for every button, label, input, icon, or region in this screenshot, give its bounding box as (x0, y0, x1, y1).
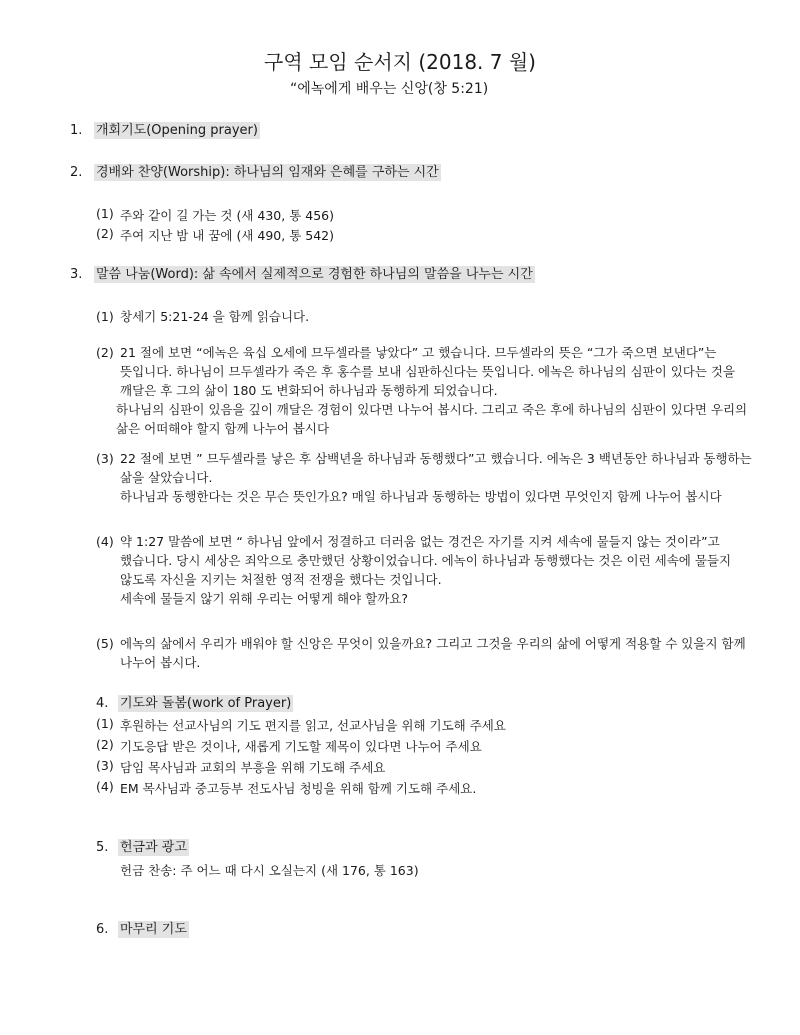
question-5 (96, 634, 775, 672)
section-3-label: 말씀 나눔(Word): 삶 속에서 실제적으로 경험한 하나님의 말씀을 나누는 시간 (96, 267, 533, 282)
section-1-number: 1. (70, 123, 83, 138)
prayer-item-2-marker: (2) (96, 737, 114, 752)
question-3-line: 삶을 살았습니다. (120, 470, 213, 485)
section-1-label: 개회기도(Opening prayer) (96, 123, 258, 138)
prayer-item-3: 담임 목사님과 교회의 부흥을 위해 기도해 주세요 (120, 760, 386, 775)
prayer-item-4: EM 목사님과 중고등부 전도사님 청빙을 위해 함께 기도해 주세요. (120, 781, 477, 796)
question-1-marker: (1) (96, 309, 114, 324)
question-5-marker: (5) (96, 636, 114, 651)
prayer-item-2: 기도응답 받은 것이나, 새롭게 기도할 제목이 있다면 나누어 주세요 (120, 739, 482, 754)
question-4-line: 약 1:27 말씀에 보면 “ 하나님 앞에서 정결하고 더러움 없는 경건은 자기를 지켜 세속에 물들지 않는 것이라”고 (120, 534, 720, 549)
section-4-number: 4. (96, 696, 109, 711)
section-6-label: 마무리 기도 (120, 922, 187, 937)
question-2 (96, 343, 775, 438)
section-1-heading (94, 122, 260, 140)
page-subtitle: “에녹에게 배우는 신앙(창 5:21) (290, 81, 489, 97)
question-2-line: 깨달은 후 그의 삶이 180 도 변화되어 하나님과 동행하게 되었습니다. (120, 383, 498, 398)
section-2-label: 경배와 찬양(Worship): 하나님의 임재와 은혜를 구하는 시간 (96, 165, 439, 180)
question-2-line: 뜻입니다. 하나님이 므두셀라가 죽은 후 홍수를 보내 심판하신다는 뜻입니다. 에녹은 하나님의 심판이 있다는 것을 (120, 364, 736, 379)
section-6-number: 6. (96, 922, 109, 937)
question-2-marker: (2) (96, 345, 114, 360)
section-2-number: 2. (70, 165, 83, 180)
prayer-item-4-marker: (4) (96, 779, 114, 794)
section-2-item-1: 주와 같이 길 가는 것 (새 430, 통 456) (120, 208, 334, 223)
page-title: 구역 모임 순서지 (2018. 7 월) (264, 50, 536, 74)
question-5-line: 나누어 봅시다. (120, 655, 201, 670)
section-4-label: 기도와 돌봄(work of Prayer) (120, 696, 292, 711)
section-2-heading (94, 164, 441, 182)
section-3-number: 3. (70, 267, 83, 282)
question-3-marker: (3) (96, 451, 114, 466)
prayer-item-1-marker: (1) (96, 716, 114, 731)
section-4-heading (118, 695, 293, 713)
section-2-item-2: 주여 지난 밤 내 꿈에 (새 490, 통 542) (120, 228, 334, 243)
prayer-item-3-marker: (3) (96, 758, 114, 773)
section-2-item-2-marker: (2) (96, 226, 114, 241)
question-4-line: 했습니다. 당시 세상은 죄악으로 충만했던 상황이었습니다. 에녹이 하나님과 동행했다는 것은 이런 세속에 물들지 (120, 553, 732, 568)
question-4 (96, 532, 775, 608)
prayer-item-1: 후원하는 선교사님의 기도 편지를 읽고, 선교사님을 위해 기도해 주세요 (120, 718, 506, 733)
section-3-heading (94, 266, 535, 284)
offering-hymn: 헌금 찬송: 주 어느 때 다시 오실는지 (새 176, 통 163) (120, 863, 419, 878)
question-3 (96, 449, 775, 506)
question-3-line: 22 절에 보면 ” 므두셀라를 낳은 후 삼백년을 하나님과 동행했다”고 했습니다. 에녹은 3 백년동안 하나님과 동행하는 (120, 451, 752, 466)
question-2-line: 삶은 어떠해야 할지 함께 나누어 봅시다 (116, 421, 330, 436)
question-1-line: 창세기 5:21-24 을 함께 읽습니다. (120, 309, 310, 324)
question-3-line: 하나님과 동행한다는 것은 무슨 뜻인가요? 매일 하나님과 동행하는 방법이 있다면 무엇인지 함께 나누어 봅시다 (120, 489, 722, 504)
question-4-line: 세속에 물들지 않기 위해 우리는 어떻게 해야 할까요? (120, 591, 409, 606)
question-4-line: 않도록 자신을 지키는 처절한 영적 전쟁을 했다는 것입니다. (120, 572, 442, 587)
section-5-label: 헌금과 광고 (120, 840, 187, 855)
section-2-item-1-marker: (1) (96, 206, 114, 221)
question-1 (96, 307, 775, 326)
section-5-number: 5. (96, 840, 109, 855)
question-5-line: 에녹의 삶에서 우리가 배워야 할 신앙은 무엇이 있을까요? 그리고 그것을 우리의 삶에 어떻게 적용할 수 있을지 함께 (120, 636, 746, 651)
section-5-heading (118, 839, 189, 857)
question-2-line: 하나님의 심판이 있음을 깊이 깨달은 경험이 있다면 나누어 봅시다. 그리고 죽은 후에 하나님의 심판이 있다면 우리의 (116, 402, 748, 417)
question-2-line: 21 절에 보면 “에녹은 육십 오세에 므두셀라를 낳았다” 고 했습니다. 므두셀라의 뜻은 “그가 죽으면 보낸다”는 (120, 345, 717, 360)
question-4-marker: (4) (96, 534, 114, 549)
section-6-heading (118, 921, 189, 939)
